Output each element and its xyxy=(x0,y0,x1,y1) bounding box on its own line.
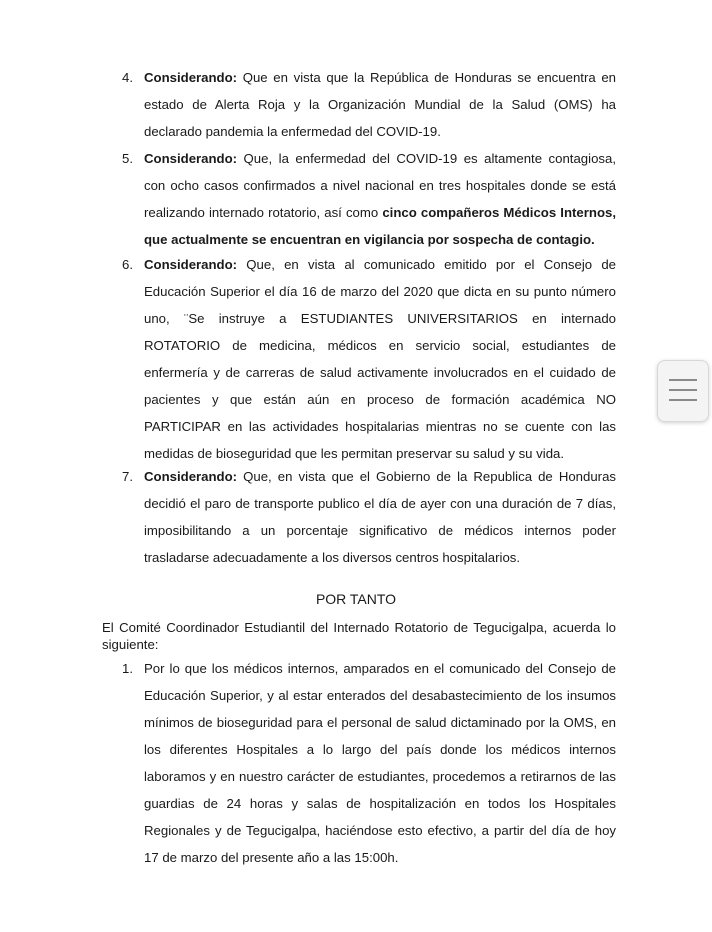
item-text: Que, en vista que el Gobierno de la Republica de Honduras decidió el paro de transporte publico el día de ayer con una duración de 7 días, imposibilitando a un porcentaje significativo de médicos internos poder trasladarse adecuadamente a los diversos centros hospitalarios. xyxy=(144,469,616,565)
item-lead: Considerando: xyxy=(144,257,238,272)
item-number: 4. xyxy=(122,70,133,85)
considerando-5 xyxy=(122,145,616,253)
intro-paragraph: El Comité Coordinador Estudiantil del Internado Rotatorio de Tegucigalpa, acuerda lo siguiente: xyxy=(102,620,616,652)
section-heading: POR TANTO xyxy=(315,591,397,607)
acuerdo-1 xyxy=(122,655,616,871)
menu-icon[interactable] xyxy=(657,360,709,422)
considerando-6 xyxy=(122,251,616,467)
item-text: Que en vista que la República de Honduras se encuentra en estado de Alerta Roja y la Organización Mundial de la Salud (OMS) ha declarado pandemia la enfermedad del COVID-19. xyxy=(144,70,616,139)
item-bold-text: cinco compañeros Médicos Internos, que actualmente se encuentran en vigilancia por sospecha de contagio. xyxy=(144,205,616,247)
item-lead: Considerando: xyxy=(144,70,238,85)
item-number: 7. xyxy=(122,469,133,484)
item-number: 1. xyxy=(122,661,133,676)
considerando-4 xyxy=(122,64,616,145)
item-number: 5. xyxy=(122,151,133,166)
item-text: Que, en vista al comunicado emitido por el Consejo de Educación Superior el día 16 de marzo del 2020 que dicta en su punto número uno, ¨Se instruye a ESTUDIANTES UNIVERSITARIOS en internado ROTATORIO de medicina, médicos en servicio social, estudiantes de enfermería y de carreras de salud activamente involucrados en el cuidado de pacientes y que están aún en proceso de formación académica NO PARTICIPAR en las actividades hospitalarias mientras no se cuente con las medidas de bioseguridad que les permitan preservar su salud y su vida. xyxy=(144,257,616,461)
item-text: Que, la enfermedad del COVID-19 es altamente contagiosa, con ocho casos confirmados a nivel nacional en tres hospitales donde se está realizando internado rotatorio, así como xyxy=(144,151,616,220)
item-text: Por lo que los médicos internos, amparados en el comunicado del Consejo de Educación Superior, y al estar enterados del desabastecimiento de los insumos mínimos de bioseguridad para el personal de salud dictaminado por la OMS, en los diferentes Hospitales a lo largo del país donde los médicos internos laboramos y en nuestro carácter de estudiantes, procedemos a retirarnos de las guardias de 24 horas y salas de hospitalización en todos los Hospitales Regionales y de Tegucigalpa, haciéndose esto efectivo, a partir del día de hoy 17 de marzo del presente año a las 15:00h. xyxy=(144,661,616,865)
item-lead: Considerando: xyxy=(144,469,238,484)
item-lead: Considerando: xyxy=(144,151,238,166)
item-number: 6. xyxy=(122,257,133,272)
considerando-7 xyxy=(122,463,616,571)
